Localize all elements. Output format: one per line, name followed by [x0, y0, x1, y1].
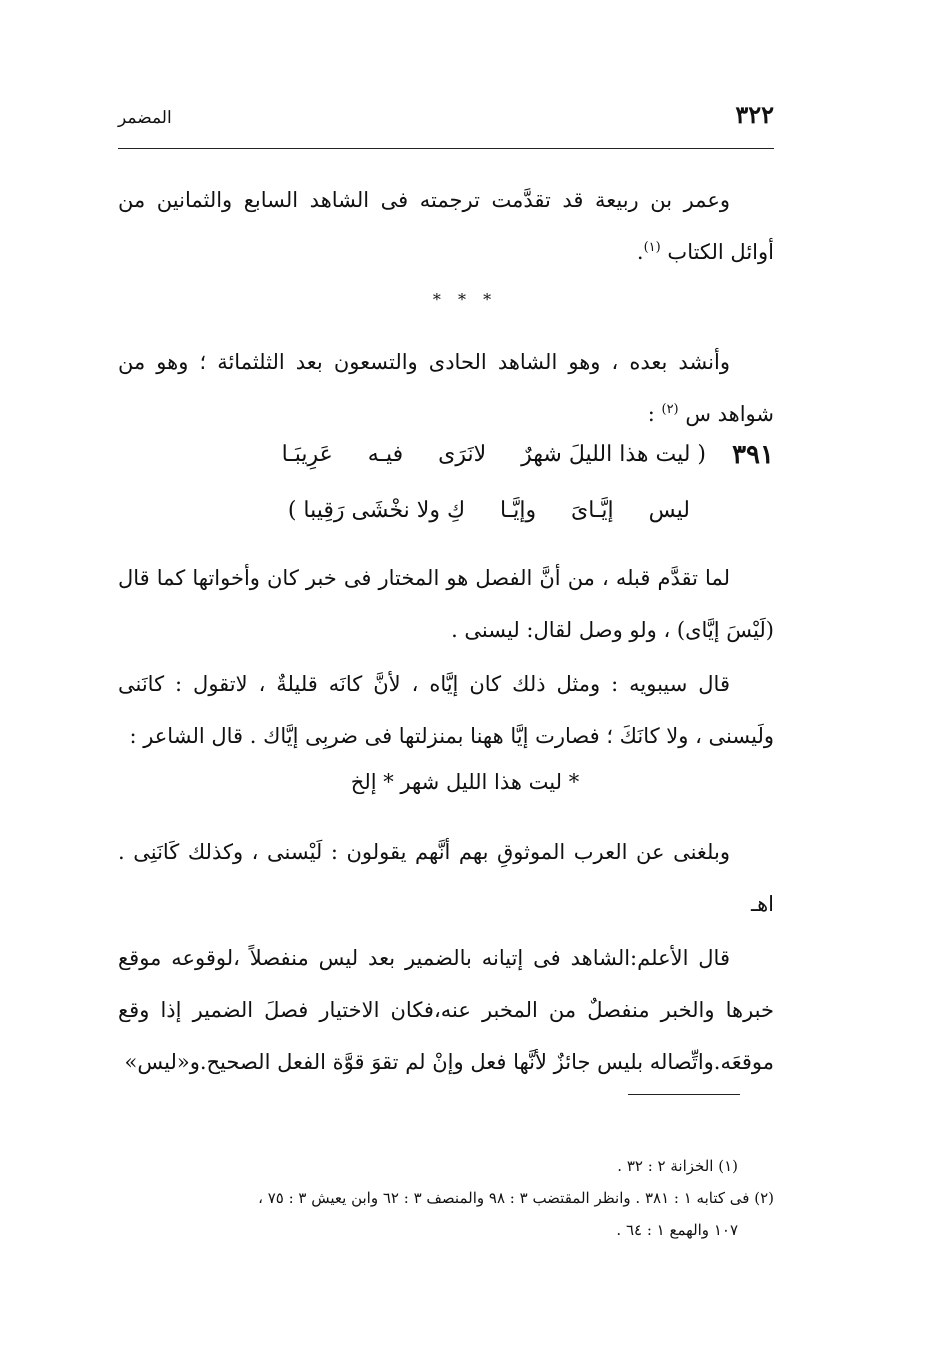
page-number: ٣٢٢	[735, 100, 774, 129]
paragraph-3	[118, 552, 774, 656]
paragraph-4-text: قال سيبويه : ومثل ذلك كان إيَّاه ، لأنَّ كانَه قليلةٌ ، لاتقول : كانَنى ولَيسنى ، ولا كانَكَ ؛ فصارت إيَّا ههنا بمنزلتها فى ضربِى إيَّاك . قال الشاعر :	[118, 672, 774, 748]
paragraph-3-text: لما تقدَّم قبله ، من أنَّ الفصل هو المختار فى خبر كان وأخواتها كما قال (لَيْسَ إيَّاى) ، ولو وصل لقال: ليسنى .	[118, 566, 774, 642]
footnote-2-continuation: ١٠٧ والهمع ١ : ٦٤ .	[616, 1221, 738, 1239]
paragraph-4	[118, 658, 774, 762]
poem-line-1-text: ( ليت هذا الليلَ شهرٌ لانَرَى فيـه عَرِيبَـا	[281, 442, 706, 467]
paragraph-1-text: وعمر بن ربيعة قد تقدَّمت ترجمته فى الشاهد السابع والثمانين من أوائل الكتاب	[118, 188, 774, 264]
section-title: المضمر	[118, 108, 172, 128]
paragraph-6	[118, 932, 774, 1088]
paragraph-2	[118, 336, 774, 440]
footnote-1: (١) الخزانة ٢ : ٣٢ .	[617, 1157, 738, 1175]
footnote-2: (٢) فى كتابه ١ : ٣٨١ . وانظر المقتضب ٣ : ٩٨ والمنصف ٣ : ٦٢ وابن يعيش ٣ : ٧٥ ،	[258, 1189, 774, 1207]
header-rule	[118, 148, 774, 149]
poem-line-1	[250, 440, 774, 484]
paragraph-1	[118, 174, 774, 278]
paragraph-2-text: وأنشد بعده ، وهو الشاهد الحادى والتسعون بعد الثلثمائة ؛ وهو من شواهد س	[118, 350, 774, 426]
paragraph-6-text: قال الأعلم:الشاهد فى إتيانه بالضمير بعد ليس منفصلاً ،لوقوعه موقع خبرها والخبر منفصلٌ من المخبر عنه،فكان الاختيار فصلَ الضمير إذا وقع موقعَه.واتِّصاله بليس جائزٌ لأنَّها فعل وإنْ لم تقوَ قوَّة الفعل الصحيح.و«ليس»	[118, 946, 774, 1074]
paragraph-2-end: :	[647, 402, 662, 426]
footnote-rule	[628, 1094, 740, 1095]
footnote-ref-2: (٢)	[661, 402, 679, 417]
verse-number: ٣٩١	[732, 440, 774, 470]
paragraph-5	[118, 826, 774, 930]
running-header	[118, 100, 774, 140]
paragraph-1-end: .	[636, 240, 644, 264]
section-separator: * * *	[432, 290, 498, 309]
quoted-verse: * ليت هذا الليل شهر * إلخ	[350, 770, 580, 794]
footnote-ref-1: (١)	[643, 240, 661, 255]
poem-line-2: ليس إيَّـاىَ وإيَّـا كِ ولا نخْشَى رَقِيبا )	[287, 498, 690, 523]
paragraph-5-text: وبلغنى عن العرب الموثوقِ بهم أنَّهم يقولون : لَيْسنى ، وكذلك كَانَنِى . اهـ	[118, 840, 774, 916]
